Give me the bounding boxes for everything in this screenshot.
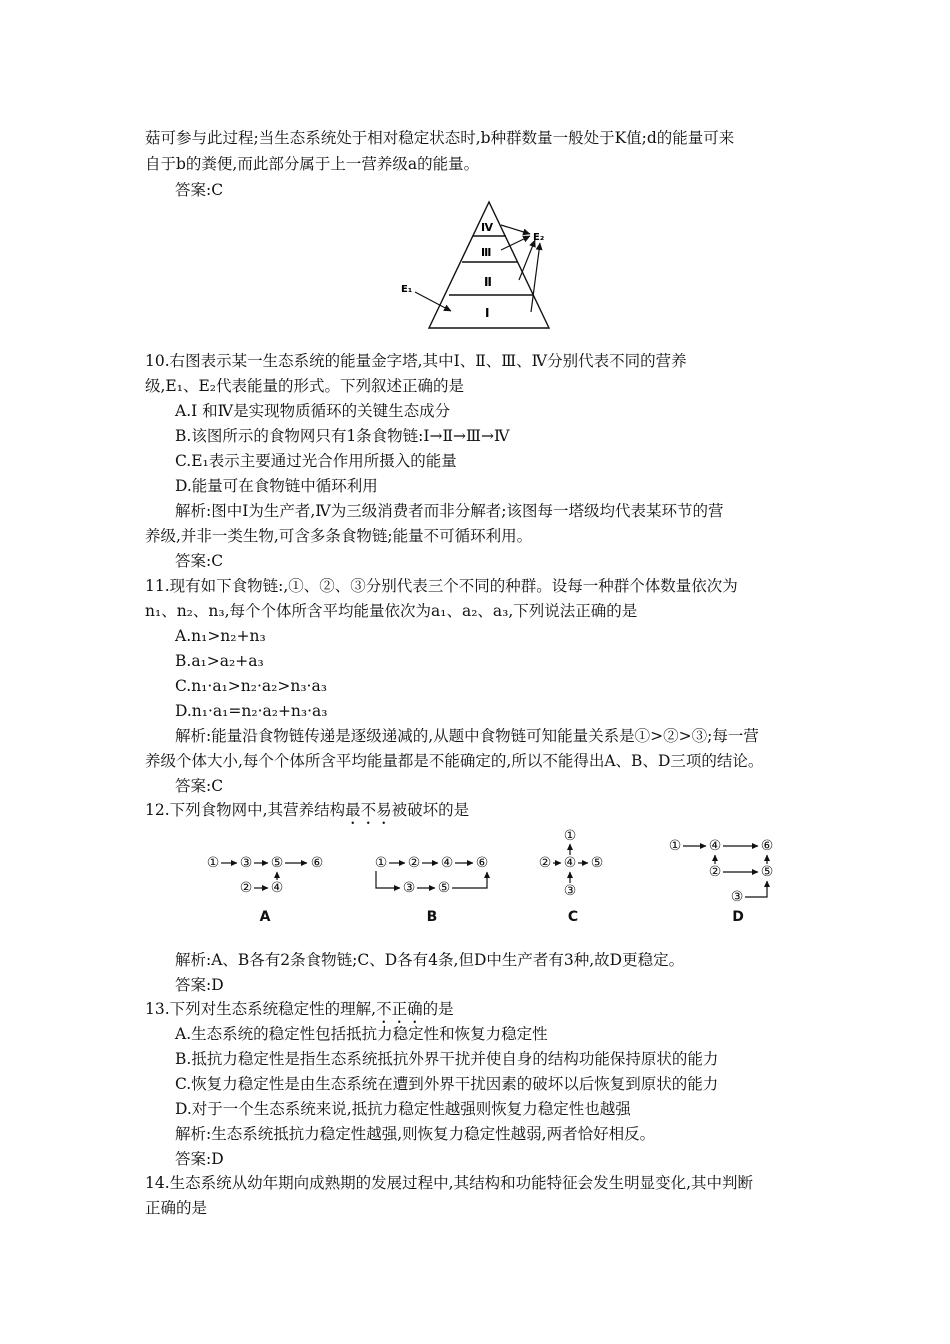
q13-option-b: B.抵抗力稳定性是指生态系统抵抗外界干扰并使自身的结构功能保持原状的能力 [175,1050,719,1068]
q10-option-a: A.Ⅰ 和Ⅳ是实现物质循环的关键生态成分 [175,402,451,420]
q9-text-line2: 自于b的粪便,而此部分属于上一营养级a的能量。 [145,155,480,173]
web-a-label: A [259,909,271,925]
web-c-node-1: ① [563,828,577,844]
q10-explanation-line2: 养级,并非一类生物,可含多条食物链;能量不可循环利用。 [145,527,533,545]
q13-option-d: D.对于一个生态系统来说,抵抗力稳定性越强则恢复力稳定性也越强 [175,1100,631,1118]
web-a-node-3: ③ [239,855,253,871]
web-c-node-2: ② [538,855,552,871]
q10-stem-line1: 10.右图表示某一生态系统的能量金字塔,其中Ⅰ、Ⅱ、Ⅲ、Ⅳ分别代表不同的营养 [145,352,687,370]
q12-stem-emphasis: 最不易 [345,801,392,819]
q13-explanation: 解析:生态系统抵抗力稳定性越强,则恢复力稳定性越弱,两者恰好相反。 [175,1125,656,1143]
web-d-node-1: ① [668,838,682,854]
pyramid-level-2: Ⅱ [484,275,492,289]
pyramid-level-3: Ⅲ [481,246,492,259]
q11-option-a: A.n₁>n₂+n₃ [175,627,266,645]
web-a-node-2: ② [239,880,253,896]
web-b-node-1: ① [374,855,388,871]
web-d-node-4: ④ [708,838,722,854]
web-d-node-6: ⑥ [760,838,774,854]
q14-stem-line1: 14.生态系统从幼年期向成熟期的发展过程中,其结构和功能特征会发生明显变化,其中判断 [145,1174,754,1192]
q11-explanation-line1: 解析:能量沿食物链传递是逐级递减的,从题中食物链可知能量关系是①>②>③;每一营 [175,727,759,745]
q10-explanation-line1: 解析:图中Ⅰ为生产者,Ⅳ为三级消费者而非分解者;该图每一塔级均代表某环节的营 [175,502,724,520]
web-a-node-6: ⑥ [310,855,324,871]
pyramid-level-1: Ⅰ [485,306,490,320]
arrow-iv-to-e2 [501,225,530,234]
q9-answer: 答案:C [175,181,224,199]
web-d-label: D [732,909,744,925]
web-a-node-4: ④ [270,880,284,896]
web-a-node-1: ① [206,855,220,871]
web-c-node-3: ③ [563,883,577,899]
q11-answer: 答案:C [175,777,224,795]
q10-option-d: D.能量可在食物链中循环利用 [175,477,378,495]
web-b-node-3: ③ [402,880,416,896]
label-e1: E₁ [401,284,413,295]
pyramid-level-4: Ⅳ [481,221,494,234]
web-d-node-2: ② [708,864,722,880]
q13-stem-emphasis: 不正确 [376,1000,423,1018]
q13-option-c: C.恢复力稳定性是由生态系统在遭到外界干扰因素的破坏以后恢复到原状的能力 [175,1075,719,1093]
food-web-figure [195,825,815,925]
web-b-node-4: ④ [440,855,454,871]
q12-explanation: 解析:A、B各有2条食物链;C、D各有4条,但D中生产者有3种,故D更稳定。 [175,951,685,969]
q11-option-d: D.n₁·a₁=n₂·a₂+n₃·a₃ [175,702,328,720]
web-b-node-2: ② [407,855,421,871]
q11-stem-line1: 11.现有如下食物链:,①、②、③分别代表三个不同的种群。设每一种群个体数量依次为 [145,577,738,595]
q12-stem-post: 被破坏的是 [391,801,470,819]
arrow-e1-to-i [415,292,451,311]
q11-stem-line2: n₁、n₂、n₃,每个个体所含平均能量依次为a₁、a₂、a₃,下列说法正确的是 [145,602,638,620]
web-b-node-6: ⑥ [475,855,489,871]
q10-answer: 答案:C [175,552,224,570]
web-a-node-5: ⑤ [270,855,284,871]
q12-stem [145,800,469,828]
web-c-node-4: ④ [563,855,577,871]
q9-text-line1: 菇可参与此过程;当生态系统处于相对稳定状态时,b种群数量一般处于K值;d的能量可来 [145,129,735,147]
q14-stem-line2: 正确的是 [145,1199,208,1217]
web-b-node-5: ⑤ [437,880,451,896]
q10-option-b: B.该图所示的食物网只有1条食物链:Ⅰ→Ⅱ→Ⅲ→Ⅳ [175,427,510,445]
q13-stem-pre: 13.下列对生态系统稳定性的理解, [145,1000,377,1018]
q13-stem-post: 的是 [422,1000,454,1018]
q12-answer: 答案:D [175,976,224,994]
web-d-node-3: ③ [730,889,744,905]
q10-stem-line2: 级,E₁、E₂代表能量的形式。下列叙述正确的是 [145,377,464,395]
web-d-node-5: ⑤ [760,864,774,880]
q12-stem-pre: 12.下列食物网中,其营养结构 [145,801,346,819]
q13-stem [145,999,454,1027]
web-c-node-5: ⑤ [590,855,604,871]
q11-option-c: C.n₁·a₁>n₂·a₂>n₃·a₃ [175,677,327,695]
label-e2: E₂ [533,232,545,243]
energy-pyramid-figure [395,196,560,332]
arrow-ii-to-e2 [519,240,535,280]
arrow-iii-to-e2 [501,236,530,250]
q13-answer: 答案:D [175,1150,224,1168]
q11-option-b: B.a₁>a₂+a₃ [175,652,264,670]
q13-option-a: A.生态系统的稳定性包括抵抗力稳定性和恢复力稳定性 [175,1025,548,1043]
q10-option-c: C.E₁表示主要通过光合作用所摄入的能量 [175,452,457,470]
arrow-i-to-e2 [531,243,540,312]
web-c-label: C [567,909,579,925]
q11-explanation-line2: 养级个体大小,每个个体所含平均能量都是不能确定的,所以不能得出A、B、D三项的结论。 [145,752,764,770]
web-b-label: B [426,909,438,925]
